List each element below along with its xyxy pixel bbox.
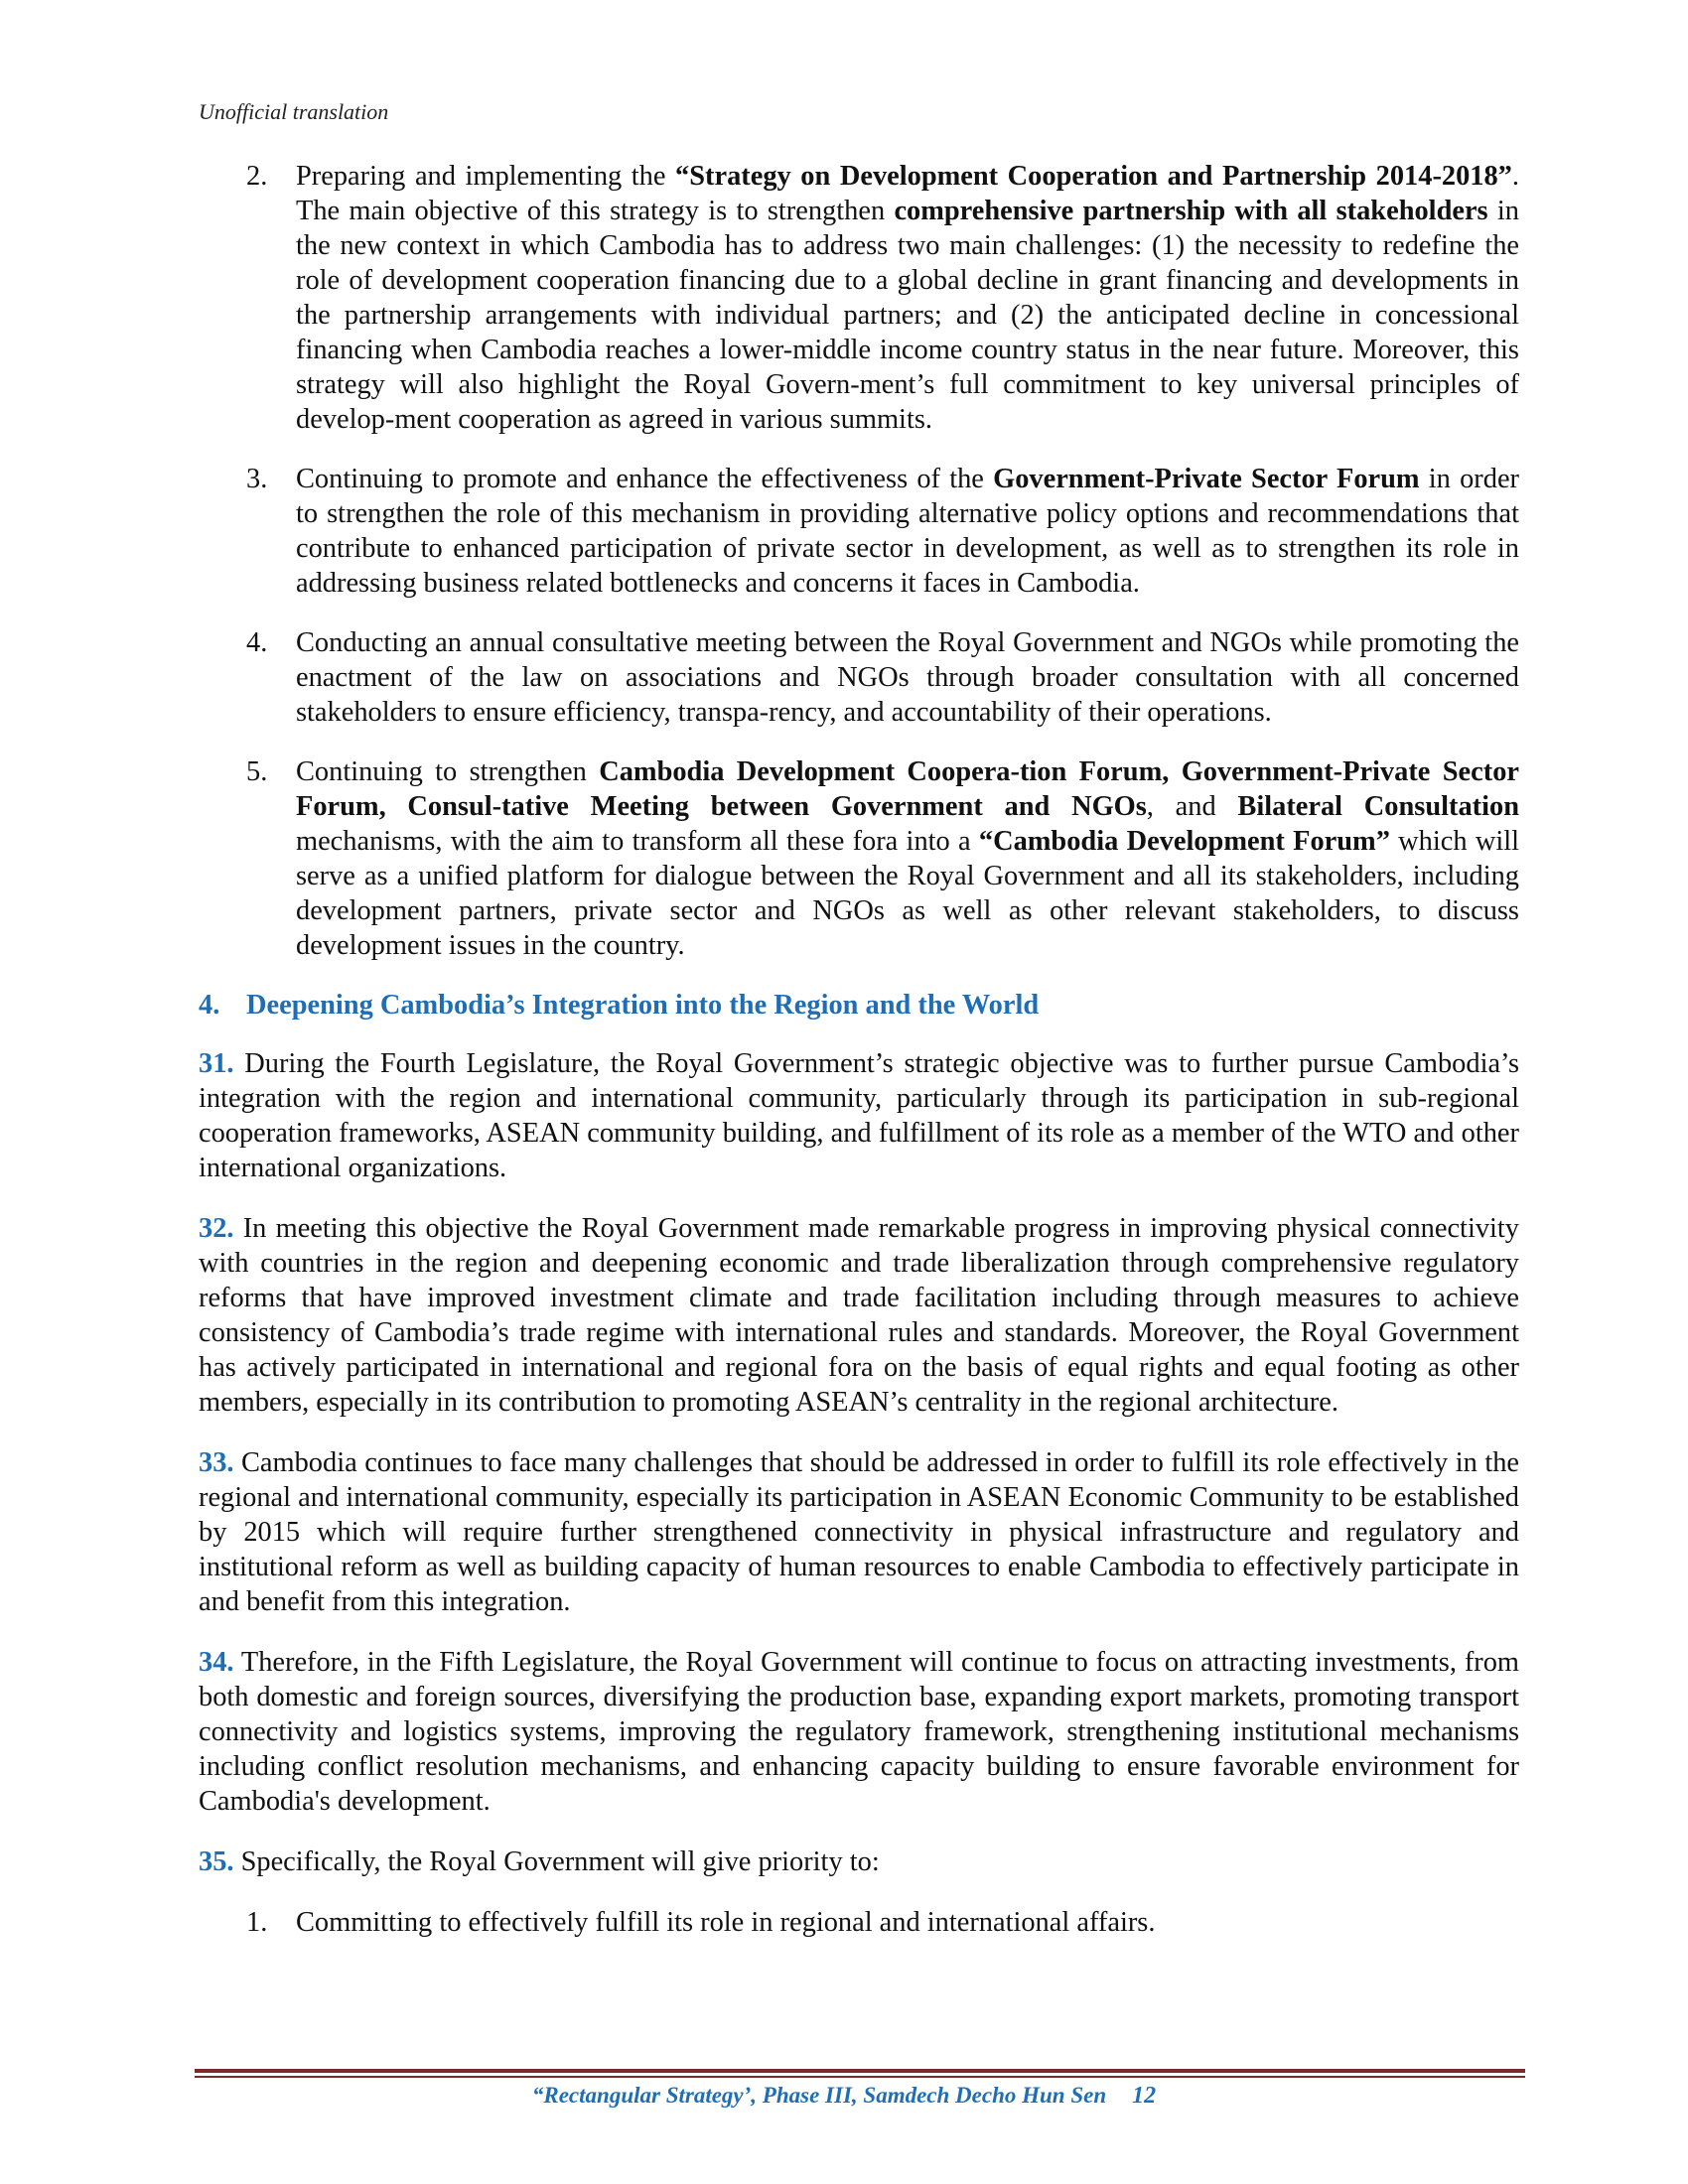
list-item-text: Preparing and implementing the	[296, 161, 676, 192]
footer-rule-thin	[195, 2076, 1525, 2078]
paragraph-number: 33.	[199, 1447, 234, 1478]
list-item	[199, 754, 1519, 963]
paragraph-text: Cambodia continues to face many challenges that should be addressed in order to fulfill its role effectively in the regional and international community, especially its participation in ASEAN Economic Community to be established by 2015 which will require further strengthened connectivity in physical infrastructure and regulatory and institutional reform as well as building capacity of human resources to enable Cambodia to effectively participate in and benefit from this integration.	[199, 1447, 1519, 1617]
paragraph-number: 31.	[199, 1048, 234, 1079]
paragraph-text: In meeting this objective the Royal Government made remarkable progress in improving physical connectivity with countries in the region and deepening economic and trade liberalization through comprehensive regulatory reforms that have improved investment climate and trade facilitation including through measures to achieve consistency of Cambodia’s trade regime with international rules and standards. Moreover, the Royal Government has actively participated in international and regional fora on the basis of equal rights and equal footing as other members, especially in its contribution to promoting ASEAN’s centrality in the regional architecture.	[199, 1213, 1519, 1418]
footer-title: “Rectangular Strategy’, Phase III, Samdech Decho Hun Sen	[531, 2083, 1107, 2108]
list-item	[199, 1905, 1519, 1940]
list-item-text: . The main objective of this strategy is to strengthen	[296, 161, 1519, 226]
list-item-text: , and	[1146, 791, 1238, 822]
bold-text: Cambodia Development Coopera-tion Forum, Government-Private Sector Forum, Consul-tative Meeting between Government and NGOs	[296, 756, 1519, 822]
paragraph-number: 34.	[199, 1647, 234, 1678]
priority-list-b	[199, 1905, 1519, 1940]
section-heading	[199, 988, 1519, 1023]
list-item	[199, 159, 1519, 437]
bold-text: “Cambodia Development Forum”	[978, 826, 1390, 857]
paragraph	[199, 1445, 1519, 1619]
page-footer	[0, 2083, 1688, 2110]
list-item-number: 3.	[246, 464, 268, 494]
bold-text: Government-Private Sector Forum	[993, 464, 1420, 494]
list-item-text: Continuing to promote and enhance the effectiveness of the	[296, 464, 994, 494]
paragraph	[199, 1645, 1519, 1819]
list-item-text: Committing to effectively fulfill its role in regional and international affairs.	[296, 1907, 1156, 1938]
list-item-number: 4.	[246, 627, 268, 658]
list-item-text: Continuing to strengthen	[296, 756, 600, 787]
bold-text: comprehensive partnership with all stakeholders	[894, 196, 1488, 226]
paragraph	[199, 1844, 1519, 1879]
list-item-text: Conducting an annual consultative meeting between the Royal Government and NGOs while promoting the enactment of the law on associations and NGOs through broader consultation with all concerned stakeholders to ensure efficiency, transpa-rency, and accountability of their operations.	[296, 627, 1519, 728]
list-item-text: in the new context in which Cambodia has to address two main challenges: (1) the necessity to redefine the role of development cooperation financing due to a global decline in grant financing and developments in the partnership arrangements with individual partners; and (2) the anticipated decline in concessional financing when Cambodia reaches a lower-middle income country status in the near future. Moreover, this strategy will also highlight the Royal Govern-ment’s full commitment to key universal principles of develop-ment cooperation as agreed in various summits.	[296, 196, 1519, 435]
paragraph-number: 32.	[199, 1213, 234, 1244]
list-item-number: 5.	[246, 756, 268, 787]
section-number: 4.	[199, 990, 220, 1021]
paragraphs	[199, 1046, 1519, 1879]
list-item-text: in order to strengthen the role of this mechanism in providing alternative policy options and recommendations that contribute to enhanced participation of private sector in development, as well as to strengthen its role in addressing business related bottlenecks and concerns it faces in Cambodia.	[296, 464, 1520, 599]
footer-rule	[195, 2069, 1525, 2073]
paragraph	[199, 1046, 1519, 1185]
bold-text: “Strategy on Development Cooperation and Partnership 2014-2018”	[675, 161, 1512, 192]
paragraph-text: During the Fourth Legislature, the Royal Government’s strategic objective was to further pursue Cambodia’s integration with the region and international community, particularly through its participation in sub-regional cooperation frameworks, ASEAN community building, and fulfillment of its role as a member of the WTO and other international organizations.	[199, 1048, 1519, 1183]
list-item-text: mechanisms, with the aim to transform all these fora into a	[296, 826, 979, 857]
list-item-number: 1.	[246, 1907, 268, 1938]
paragraph-text: Specifically, the Royal Government will give priority to:	[233, 1846, 880, 1877]
page-number: 12	[1132, 2083, 1157, 2109]
bold-text: Bilateral Consultation	[1237, 791, 1519, 822]
paragraph-text: Therefore, in the Fifth Legislature, the Royal Government will continue to focus on attracting investments, from both domestic and foreign sources, diversifying the production base, expanding export markets, promoting transport connectivity and logistics systems, improving the regulatory framework, strengthening institutional mechanisms including conflict resolution mechanisms, and enhancing capacity building to ensure favorable environment for Cambodia's development.	[199, 1647, 1519, 1817]
list-item	[199, 462, 1519, 601]
paragraph	[199, 1211, 1519, 1420]
paragraph-number: 35.	[199, 1846, 234, 1877]
priority-list-a	[199, 159, 1519, 963]
list-item-number: 2.	[246, 161, 268, 192]
list-item-text: which will serve as a unified platform for dialogue between the Royal Government and all its stakeholders, including development partners, private sector and NGOs as well as other relevant stakeholders, to discuss development issues in the country.	[296, 826, 1519, 961]
list-item	[199, 625, 1519, 730]
header-note: Unofficial translation	[199, 99, 389, 124]
section-title: Deepening Cambodia’s Integration into the Region and the World	[246, 990, 1040, 1021]
document-body	[199, 159, 1519, 1965]
